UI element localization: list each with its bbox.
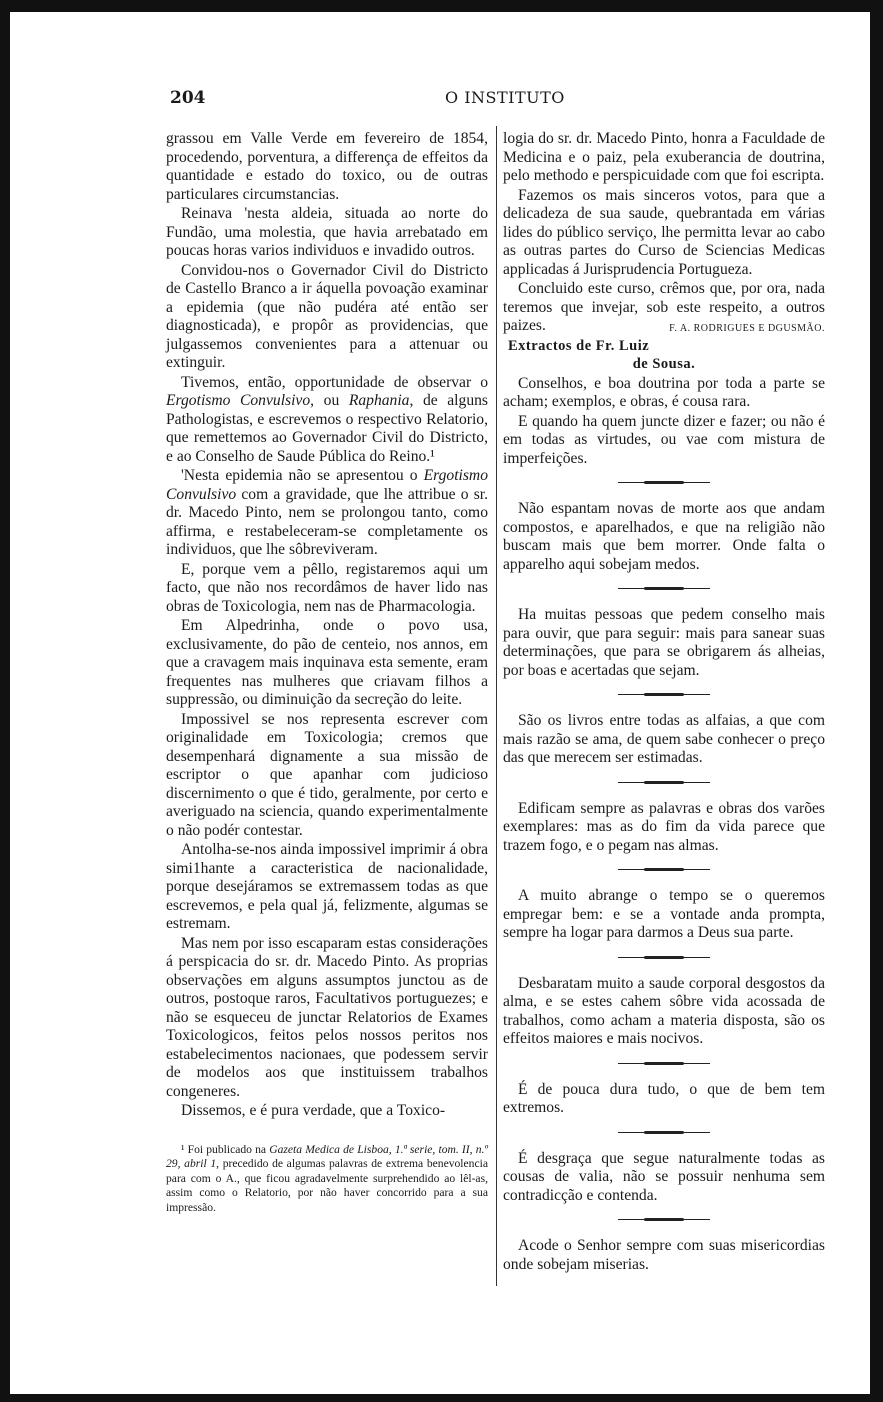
- extract: Não espantam novas de morte aos que andam compostos, e aparelhados, e que na religião não buscam mais que bem morrer. Onde falta o apparelho aqui sobejam medos.: [503, 500, 825, 573]
- paragraph: Mas nem por isso escaparam estas considerações á perspicacia do sr. dr. Macedo Pinto. As proprias observações em alguns assumptos junctou as de outros, postoque raros, Facultativos portuguezes; e não se esqueceu de junctar Relatorios de Exames Toxicologicos, feitos pelos nossos peritos nos estabelecimentos nacionaes, que podessem servir de modelos aos que instituissem trabalhos congeneres.: [166, 934, 488, 1100]
- ornament-separator: [618, 1215, 710, 1225]
- paragraph: Concluido este curso, crêmos que, por ora, nada teremos que invejar, sob este respeito, a outros paizes. F. A. RODRIGUES E DGUSMÃO.: [503, 280, 825, 336]
- paragraph: Reinava 'nesta aldeia, situada ao norte do Fundão, uma molestia, que havia arrebatado em poucas horas varios individuos e invadido outros.: [166, 205, 488, 259]
- extract: Acode o Senhor sempre com suas misericordias onde sobejam miserias.: [503, 1237, 825, 1273]
- running-title: O INSTITUTO: [445, 88, 565, 107]
- ornament-separator: [618, 584, 710, 594]
- paragraph: Antolha-se-nos ainda impossivel imprimir á obra simi1hante a caracteristica de nacionalidade, porque desejáramos se extremassem todas as que escrevemos, e pela qual já, felizmente, algumas se estremam.: [166, 841, 488, 932]
- section-title: Extractos de Fr. Luiz de Sousa.: [507, 337, 696, 372]
- paragraph: Fazemos os mais sinceros votos, para que a delicadeza de sua saude, quebrantada em várias lides do público serviço, lhe permitta levar ao cabo as outras partes do Curso de Sciencias Medicas applicadas á Jurisprudencia Portugueza.: [503, 186, 825, 278]
- paragraph: Tivemos, então, opportunidade de observar o Ergotismo Convulsivo, ou Raphania, de alguns Pathologistas, e escrevemos o respectivo Relatorio, que remettemos ao Governador Civil do Districto, e ao Conselho de Saude Pública do Reino.¹: [166, 373, 488, 465]
- ornament-separator: [618, 690, 710, 700]
- extract: E quando ha quem juncte dizer e fazer; ou não é em todas as virtudes, ou vae com mistura de imperfeições.: [503, 412, 825, 467]
- ornament-separator: [618, 778, 710, 788]
- ornament-separator: [618, 1059, 710, 1069]
- ornament-separator: [618, 1128, 710, 1138]
- scan-border-top: [0, 0, 883, 12]
- paragraph: Impossivel se nos representa escrever com originalidade em Toxicologia; cremos que desempenhará dignamente a sua missão de escriptor o que apanhar com judicioso discernimento o que é tido, geralmente, por certo e averiguado na sciencia, quando experimentalmente o não podér contestar.: [166, 710, 488, 839]
- extract: Desbaratam muito a saude corporal desgostos da alma, e se estes cahem sôbre vida acossada de trabalhos, como acham a materia disposta, são os effeitos maiores e mais nocivos.: [503, 974, 825, 1047]
- scan-border-left: [0, 0, 10, 1402]
- extract: Ha muitas pessoas que pedem conselho mais para ouvir, que para seguir: mais para sanear suas determinações, que para se obrigarem ás alheias, por boas e acertadas que sejam.: [503, 606, 825, 679]
- extract: É desgraça que segue naturalmente todas as cousas de valia, não se possuir nenhuma sem contradicção e contenda.: [503, 1149, 825, 1204]
- paragraph: grassou em Valle Verde em fevereiro de 1854, procedendo, porventura, a differença de effeitos da quantidade e estado do toxico, ou de outras particulares circumstancias.: [166, 130, 488, 203]
- paragraph: Dissemos, e é pura verdade, que a Toxico-: [181, 1102, 446, 1119]
- ornament-separator: [618, 478, 710, 488]
- footnote: ¹ Foi publicado na Gazeta Medica de Lisboa, 1.ª serie, tom. II, n.º 29, abril 1, precedido de algumas palavras de extrema benevolencia para com o A., que ficou agradavelmente surprehendido ao lêl-as, assim como o Relatorio, por não haver concorrido para a sua impressão.: [166, 1142, 488, 1214]
- extract: É de pouca dura tudo, o que de bem tem extremos.: [503, 1080, 825, 1116]
- extract: São os livros entre todas as alfaias, a que com mais razão se ama, de quem sabe conhecer o preço das que merecem ser estimadas.: [503, 712, 825, 766]
- ornament-separator: [618, 953, 710, 963]
- extract: Edificam sempre as palavras e obras dos varões exemplares: mas as do fim da vida parece que trazem fogo, e o pegam nas almas.: [503, 799, 825, 854]
- paragraph: logia do sr. dr. Macedo Pinto, honra a Faculdade de Medicina e o paiz, pela exuberancia de doutrina, pelo methodo e perspicuidade com que foi escripta.: [503, 130, 825, 184]
- paragraph: Convidou-nos o Governador Civil do Districto de Castello Branco a ir áquella povoação examinar a epidemia (que não pudéra até então ser diagnosticada), e propôr as providencias, que julgassemos convenientes para a attenuar ou extinguir.: [166, 261, 488, 371]
- paragraph: 'Nesta epidemia não se apresentou o Ergotismo Convulsivo com a gravidade, que lhe attribue o sr. dr. Macedo Pinto, nem se prolongou tanto, como affirma, e restabeleceram-se completamente os individuos, que lhe sôbreviveram.: [166, 467, 488, 558]
- scan-border-bottom: [0, 1394, 883, 1402]
- extract: Conselhos, e boa doutrina por toda a parte se acham; exemplos, e obras, é cousa rara.: [503, 374, 825, 410]
- left-column: [166, 130, 488, 1216]
- column-divider: [496, 126, 497, 1286]
- author-signature: F. A. RODRIGUES E DGUSMÃO.: [669, 323, 825, 334]
- paragraph: E, porque vem a pêllo, registaremos aqui um facto, que não nos recordâmos de haver lido nas obras de Toxicologia, nem nas de Pharmacologia.: [166, 560, 488, 615]
- extract: A muito abrange o tempo se o queremos empregar bem: e se a vontade anda prompta, sempre ha logar para darmos a Deus sua parte.: [503, 887, 825, 941]
- ornament-separator: [618, 865, 710, 875]
- scan-border-right: [870, 0, 883, 1402]
- right-column: [503, 130, 825, 1275]
- paragraph: Em Alpedrinha, onde o povo usa, exclusivamente, do pão de centeio, nos annos, em que a cravagem mais inquinava esta semente, eram frequentes nas mulheres que criavam filhos a suppressão, ou diminuição da secreção do leite.: [166, 617, 488, 708]
- page-number: 204: [170, 88, 206, 108]
